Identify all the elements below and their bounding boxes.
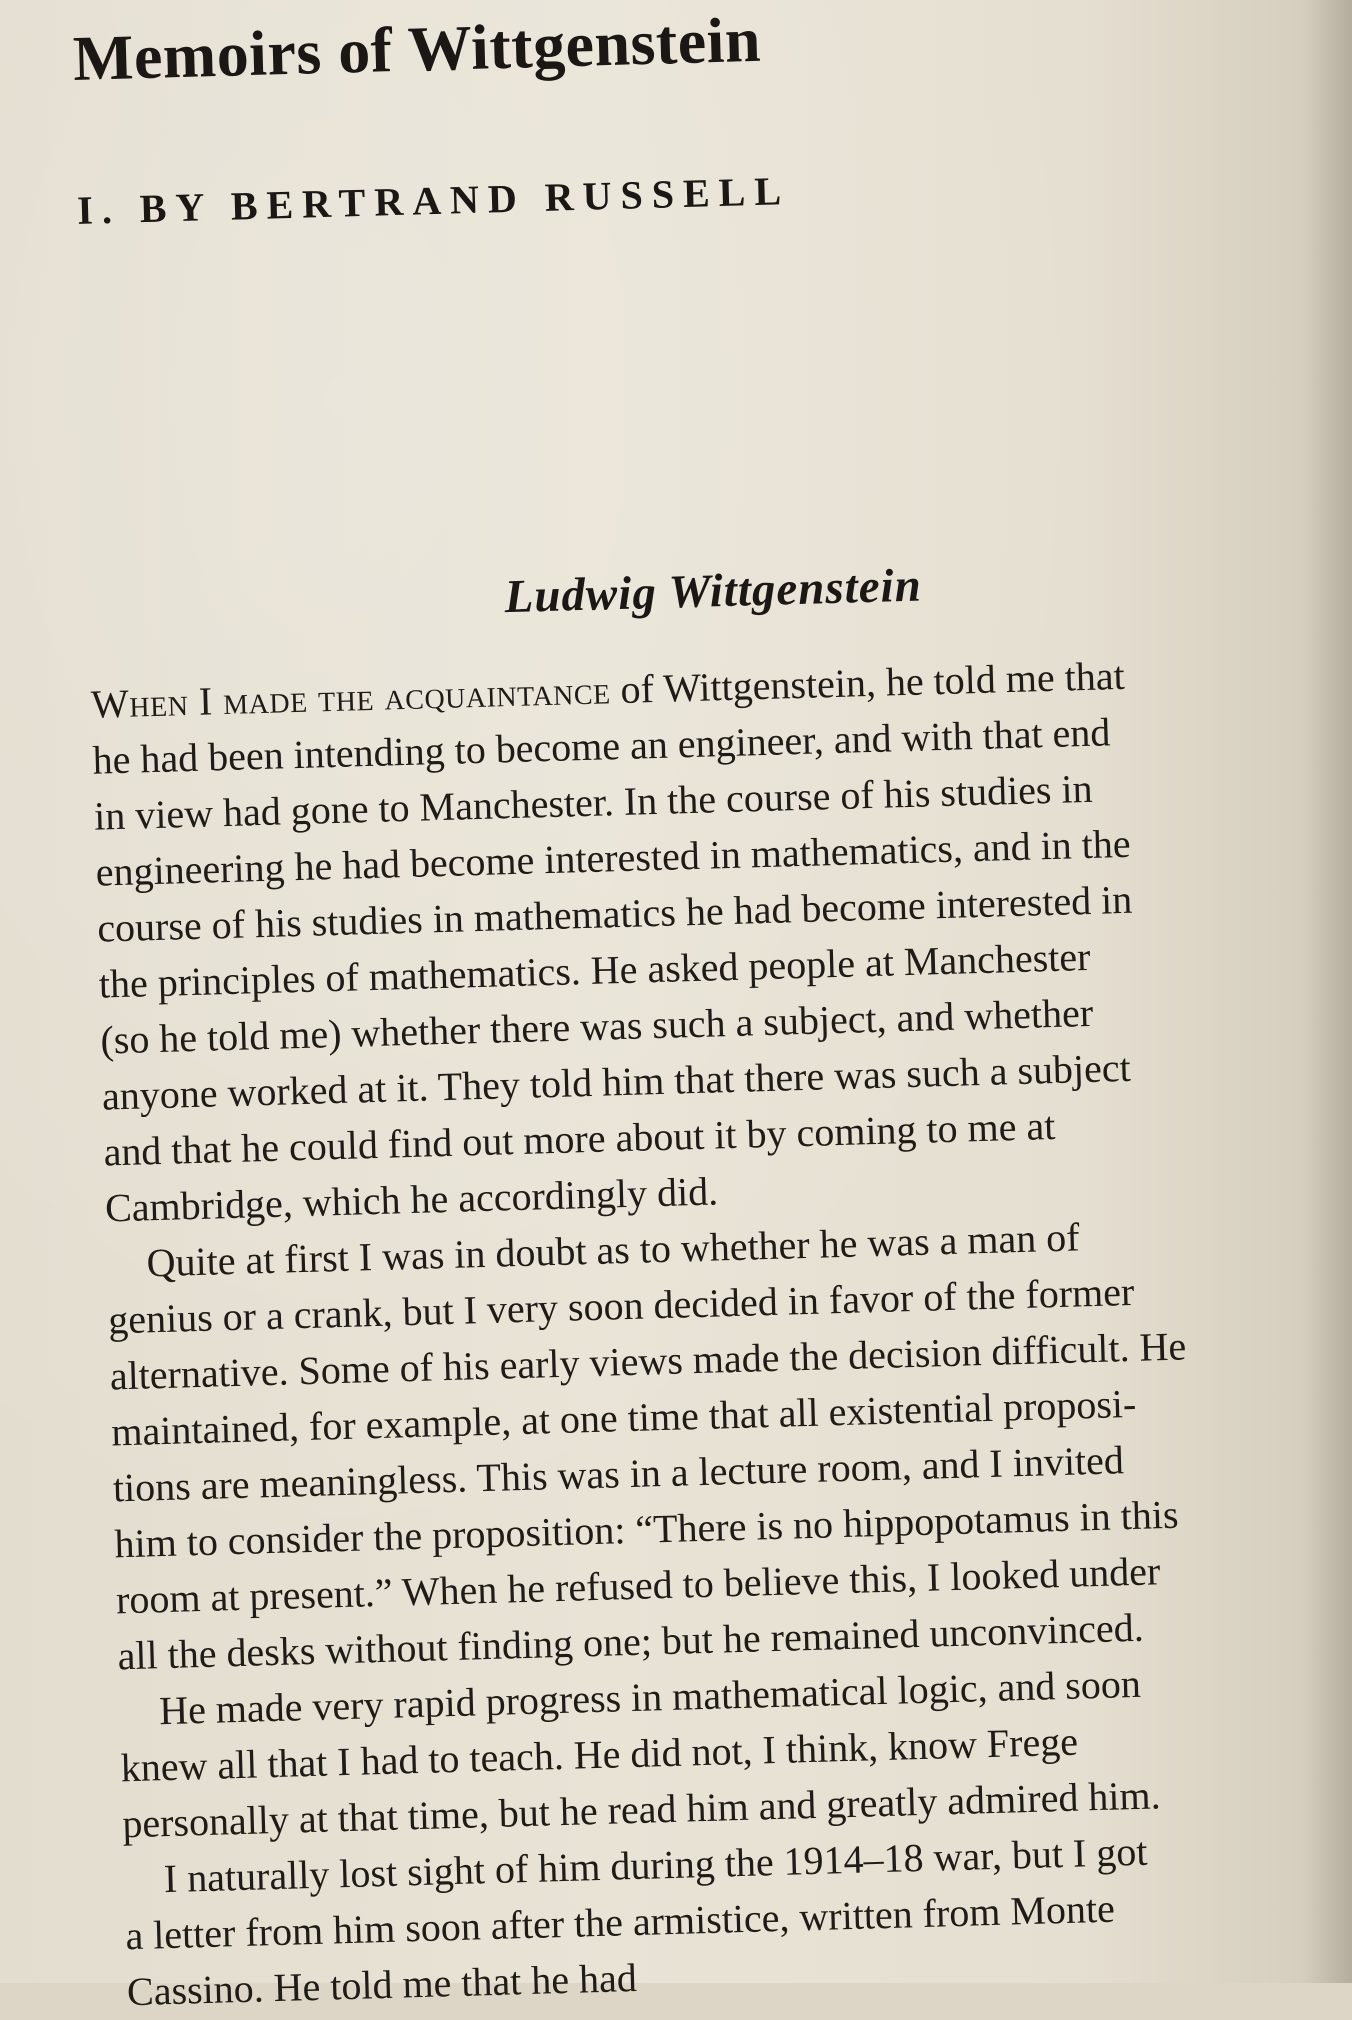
paragraph-start-line: I naturally lost sight of him during the 1914–18 war, but I got: [163, 1828, 1148, 1902]
text-line: Cambridge, which he accordingly did.: [104, 1168, 719, 1231]
text-line: engineering he had become interested in mathematics, and in the: [95, 820, 1132, 895]
text-line: genius or a crank, but I very soon decided in favor of the former: [107, 1268, 1135, 1343]
text-line-rest: of Wittgenstein, he told me that: [609, 652, 1126, 713]
text-line: maintained, for example, at one time that all existential proposi-: [110, 1380, 1137, 1455]
text-line: alternative. Some of his early views made the decision difficult. He: [109, 1323, 1187, 1399]
text-line: room at present.” When he refused to believe this, I looked under: [115, 1548, 1161, 1623]
text-line: the principles of mathematics. He asked people at Manchester: [98, 933, 1091, 1007]
page-content: [72, 0, 1352, 2015]
lead-in-small-caps: When I made the acquaintance: [90, 667, 612, 727]
text-line: tions are meaningless. This was in a lecture room, and I invited: [112, 1437, 1125, 1511]
paragraph-start-line: Quite at first I was in doubt as to whether he was a man of: [146, 1214, 1081, 1286]
text-line: Cassino. He told me that he had: [126, 1955, 638, 2015]
body-text: [90, 642, 1352, 2020]
text-line: in view had gone to Manchester. In the course of his studies in: [93, 765, 1094, 839]
text-line: personally at that time, but he read him and greatly admired him.: [121, 1772, 1162, 1847]
text-line: a letter from him soon after the armistice, written from Monte: [124, 1885, 1116, 1959]
paragraph-start-line: He made very rapid progress in mathematical logic, and soon: [158, 1660, 1142, 1734]
byline: I. BY BERTRAND RUSSELL: [76, 168, 791, 233]
text-line: he had been intending to become an engineer, and with that end: [91, 709, 1111, 783]
text-line: all the desks without finding one; but he remained unconvinced.: [117, 1604, 1145, 1679]
text-line: knew all that I had to teach. He did not, I think, know Frege: [120, 1718, 1079, 1791]
article-title: Memoirs of Wittgenstein: [72, 3, 762, 94]
text-line: him to consider the proposition: “There is no hippopotamus in this: [113, 1491, 1180, 1567]
text-line: (so he told me) whether there was such a subject, and whether: [99, 989, 1094, 1063]
text-line: and that he could find out more about it by coming to me at: [102, 1102, 1056, 1175]
text-line: course of his studies in mathematics he had become interested in: [96, 876, 1133, 951]
section-title: Ludwig Wittgenstein: [503, 559, 923, 624]
text-line: anyone worked at it. They told him that there was such a subject: [101, 1044, 1132, 1119]
